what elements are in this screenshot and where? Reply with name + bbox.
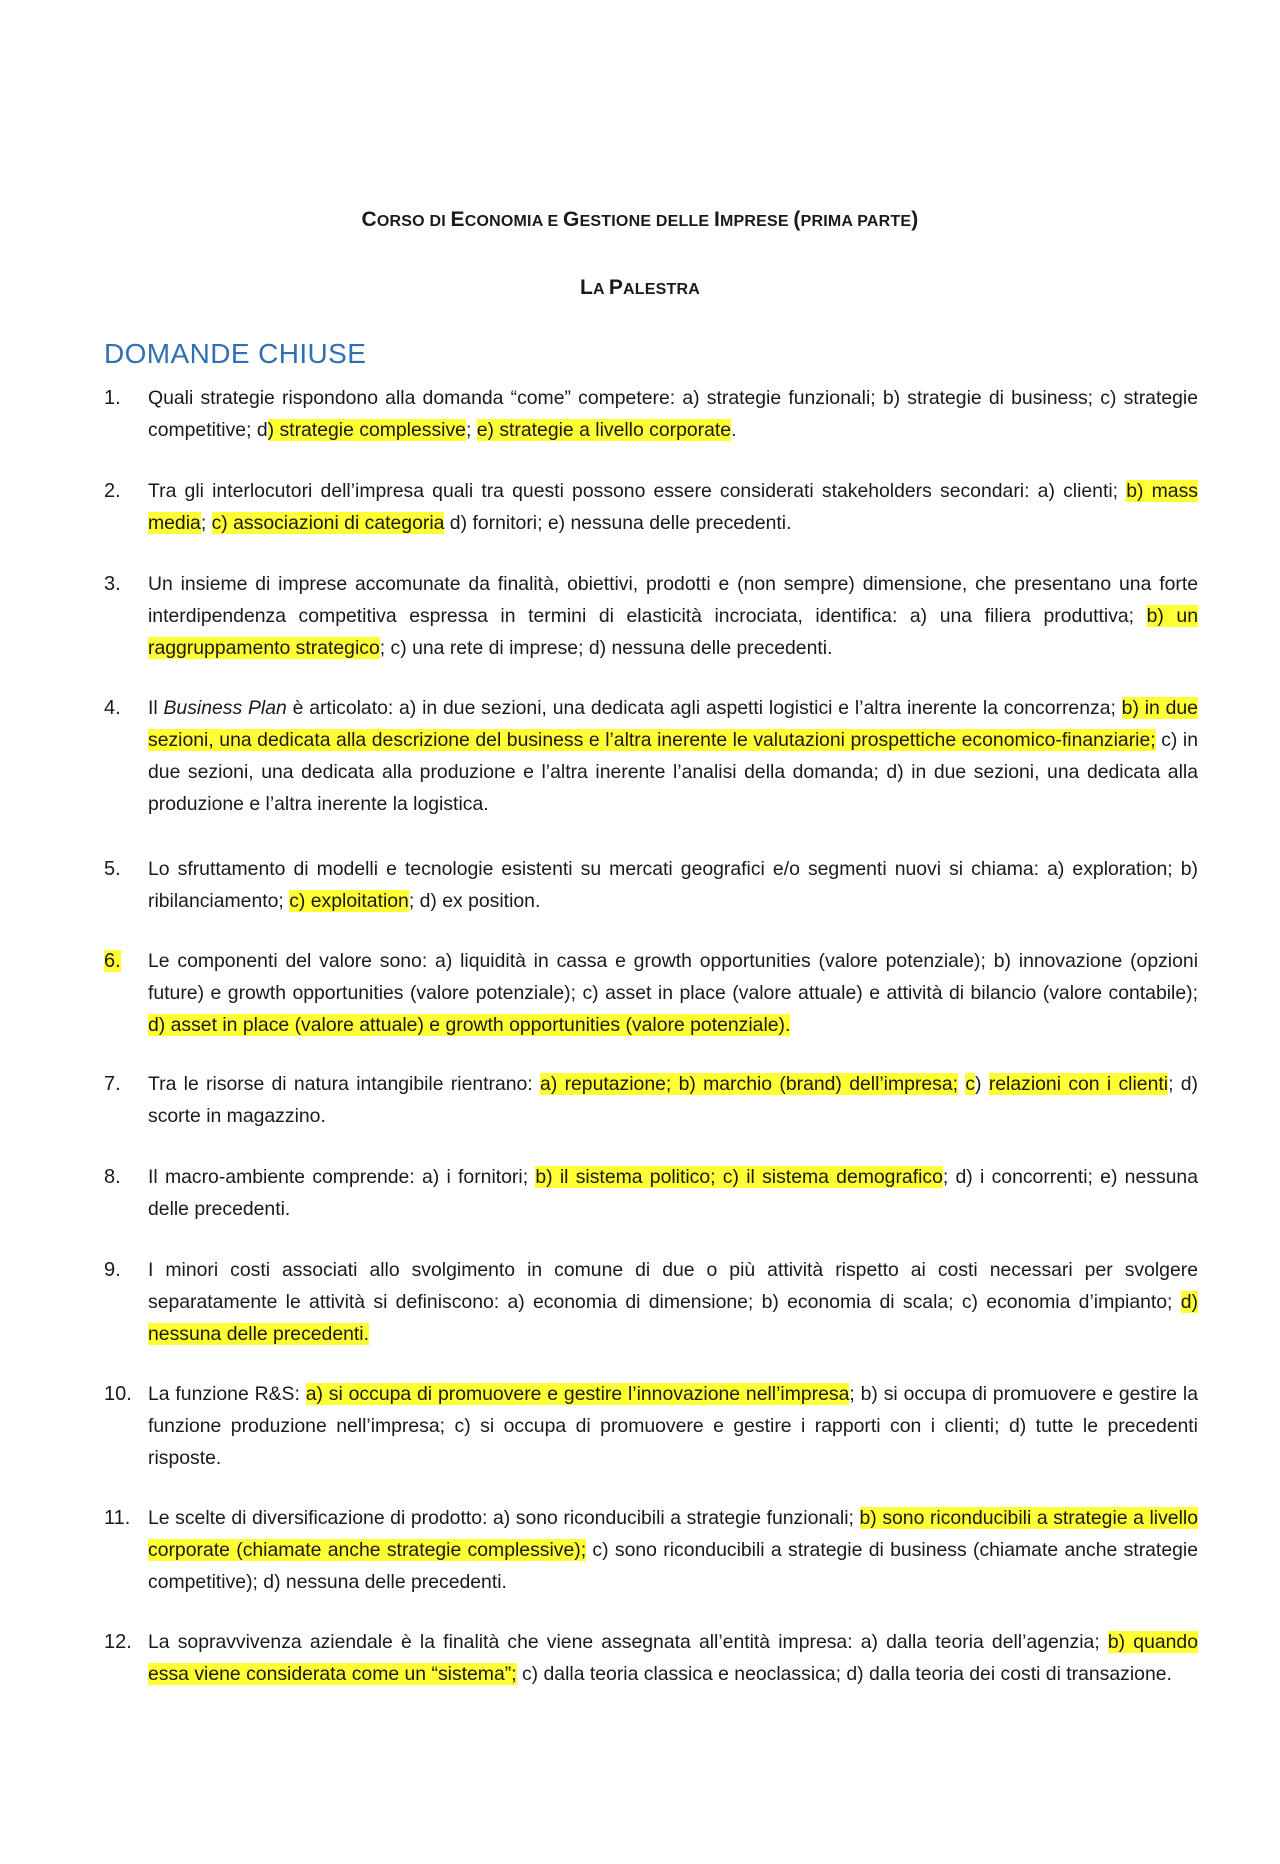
question-text [148, 1161, 1198, 1225]
question-segment: Business Plan [163, 697, 287, 719]
question-segment: ; [200, 512, 212, 534]
question-number-text: 5. [104, 858, 121, 880]
question-segment: ; d) i concorrenti; e) nessuna delle precedenti. [148, 1166, 1198, 1220]
question-text [148, 1068, 1198, 1132]
highlighted-answer: a) reputazione; b) marchio (brand) dell’impresa; [540, 1073, 959, 1095]
title-part: A [593, 281, 609, 298]
question-number-text: 2. [104, 480, 121, 502]
question-segment: c) dalla teoria classica e neoclassica; d) dalla teoria dei costi di transazione. [516, 1663, 1172, 1685]
question-segment: ; d) ex position. [408, 890, 541, 912]
question-text [148, 692, 1198, 820]
question-item [104, 1161, 1198, 1225]
title-part: C [361, 208, 377, 231]
question-segment: è articolato: a) in due sezioni, una dedicata agli aspetti logistici e l’altra inerente la concorrenza; [286, 697, 1122, 719]
question-text [148, 382, 1198, 446]
question-item [104, 1254, 1198, 1350]
question-text [148, 568, 1198, 664]
question-segment: ) [975, 1073, 989, 1095]
title-part: ORSO DI [376, 213, 451, 230]
question-text [148, 1254, 1198, 1350]
question-text [148, 1378, 1198, 1474]
title-part: I [713, 208, 720, 231]
question-segment: ; b) si occupa di promuovere e gestire la funzione produzione nell’impresa; c) si occupa di promuovere e gestire i rapporti con i clienti; d) tutte le precedenti risposte. [148, 1383, 1199, 1469]
highlighted-answer: b) quando essa viene considerata come un “sistema”; [148, 1631, 1198, 1685]
question-number [104, 945, 148, 977]
question-segment: Le componenti del valore sono: a) liquidità in cassa e growth opportunities (valore potenziale); b) innovazione (opzioni future) e growth opportunities (valore potenziale); c) asset in place (valore attuale) e attività di bilancio (valore contabile); [148, 950, 1198, 1004]
question-item [104, 853, 1198, 917]
question-text [148, 1626, 1198, 1690]
question-text [148, 853, 1198, 917]
question-item [104, 1626, 1198, 1690]
highlighted-answer: c [965, 1073, 976, 1095]
title-part: ALESTRA [623, 281, 701, 298]
question-number [104, 1161, 148, 1193]
question-item [104, 1068, 1198, 1132]
title-part: CONOMIA E [464, 213, 564, 230]
question-item [104, 568, 1198, 664]
highlighted-answer: b) un raggruppamento strategico [148, 605, 1198, 659]
question-number-text: 12. [104, 1631, 132, 1653]
question-number-text: 4. [104, 697, 121, 719]
question-number [104, 1378, 148, 1410]
highlighted-answer: a) si occupa di promuovere e gestire l’innovazione nell’impresa [305, 1383, 850, 1405]
question-number [104, 692, 148, 724]
question-segment: ; c) una rete di imprese; d) nessuna delle precedenti. [379, 637, 833, 659]
question-segment: Il [148, 697, 164, 719]
question-text [148, 945, 1198, 1041]
question-item [104, 1502, 1198, 1598]
question-segment: d) fornitori; e) nessuna delle precedenti. [444, 512, 792, 534]
question-item [104, 475, 1198, 539]
highlighted-answer: e) strategie a livello corporate [476, 419, 732, 441]
title-part: P [608, 276, 624, 299]
title-part: ) [911, 208, 919, 231]
question-text [148, 1502, 1198, 1598]
question-number [104, 1068, 148, 1100]
highlighted-answer: b) il sistema politico; c) il sistema demografico [535, 1166, 943, 1188]
title-part: ( [793, 208, 801, 231]
question-segment: La sopravvivenza aziendale è la finalità che viene assegnata all’entità impresa: a) dalla teoria dell’agenzia; [148, 1631, 1108, 1653]
question-segment: . [731, 419, 737, 441]
question-item [104, 382, 1198, 446]
document-subtitle [0, 276, 1280, 300]
question-number-text: 3. [104, 573, 121, 595]
document-title [0, 208, 1280, 232]
question-segment: Lo sfruttamento di modelli e tecnologie esistenti su mercati geografici e/o segmenti nuovi si chiama: a) exploration; b) ribilanciamento; [148, 858, 1198, 912]
title-part: E [450, 208, 465, 231]
highlighted-answer: b) in due sezioni, una dedicata alla descrizione del business e l’altra inerente le valutazioni prospettiche economico-finanziarie; [148, 697, 1198, 751]
question-segment: Tra gli interlocutori dell’impresa quali tra questi possono essere considerati stakeholders secondari: a) clienti; [148, 480, 1127, 502]
question-number-text: 7. [104, 1073, 121, 1095]
question-segment: Un insieme di imprese accomunate da finalità, obiettivi, prodotti e (non sempre) dimensione, che presentano una forte interdipendenza competitiva espressa in termini di elasticità incrociata, identifica: a) una filiera produttiva; [148, 573, 1198, 627]
question-number [104, 568, 148, 600]
question-number [104, 382, 148, 414]
title-part: MPRESE [719, 213, 794, 230]
question-segment: c) sono riconducibili a strategie di business (chiamate anche strategie competitive); d) nessuna delle precedenti. [148, 1539, 1198, 1593]
question-segment: Tra le risorse di natura intangibile rientrano: [148, 1073, 541, 1095]
question-segment: ; [465, 419, 477, 441]
question-text [148, 475, 1198, 539]
question-number-text: 9. [104, 1259, 121, 1281]
highlighted-answer: b) sono riconducibili a strategie a livello corporate (chiamate anche strategie complessive); [148, 1507, 1198, 1561]
title-part: L [579, 276, 594, 299]
question-number [104, 1254, 148, 1286]
highlighted-answer: c) associazioni di categoria [211, 512, 445, 534]
highlighted-answer: b) mass media [148, 480, 1198, 534]
question-number [104, 1626, 148, 1658]
question-number-text: 8. [104, 1166, 121, 1188]
question-segment: c) in due sezioni, una dedicata alla produzione e l’altra inerente l’analisi della domanda; d) in due sezioni, una dedicata alla produzione e l’altra inerente la logistica. [148, 729, 1198, 815]
question-segment: Quali strategie rispondono alla domanda “come” competere: a) strategie funzionali; b) strategie di business; c) strategie competitive; d [148, 387, 1198, 441]
question-item [104, 1378, 1198, 1474]
question-number-text: 6. [104, 950, 121, 972]
question-segment: Le scelte di diversificazione di prodotto: a) sono riconducibili a strategie funzionali; [148, 1507, 860, 1529]
question-number [104, 1502, 148, 1534]
highlighted-answer: d) asset in place (valore attuale) e growth opportunities (valore potenziale). [148, 1014, 791, 1036]
title-part: ESTIONE DELLE [579, 213, 714, 230]
question-number-text: 11. [104, 1507, 131, 1529]
question-number [104, 853, 148, 885]
question-item [104, 692, 1198, 820]
title-part: G [563, 208, 580, 231]
highlighted-answer: ) strategie complessive [267, 419, 466, 441]
question-number-text: 1. [104, 387, 121, 409]
highlighted-answer: relazioni con i clienti [988, 1073, 1169, 1095]
section-heading: DOMANDE CHIUSE [104, 338, 367, 369]
question-number-text: 10. [104, 1383, 132, 1405]
question-number [104, 475, 148, 507]
question-segment: Il macro-ambiente comprende: a) i fornitori; [148, 1166, 536, 1188]
question-segment: I minori costi associati allo svolgimento in comune di due o più attività rispetto ai costi necessari per svolgere separatamente le attività si definiscono: a) economia di dimensione; b) economia di scala; c) economia d’impianto; [148, 1259, 1198, 1313]
title-part: PRIMA PARTE [800, 213, 912, 230]
highlighted-answer: d) nessuna delle precedenti. [148, 1291, 1198, 1345]
highlighted-answer: c) exploitation [289, 890, 409, 912]
question-segment: ; d) scorte in magazzino. [148, 1073, 1198, 1127]
question-item [104, 945, 1198, 1041]
question-segment: La funzione R&S: [148, 1383, 306, 1405]
